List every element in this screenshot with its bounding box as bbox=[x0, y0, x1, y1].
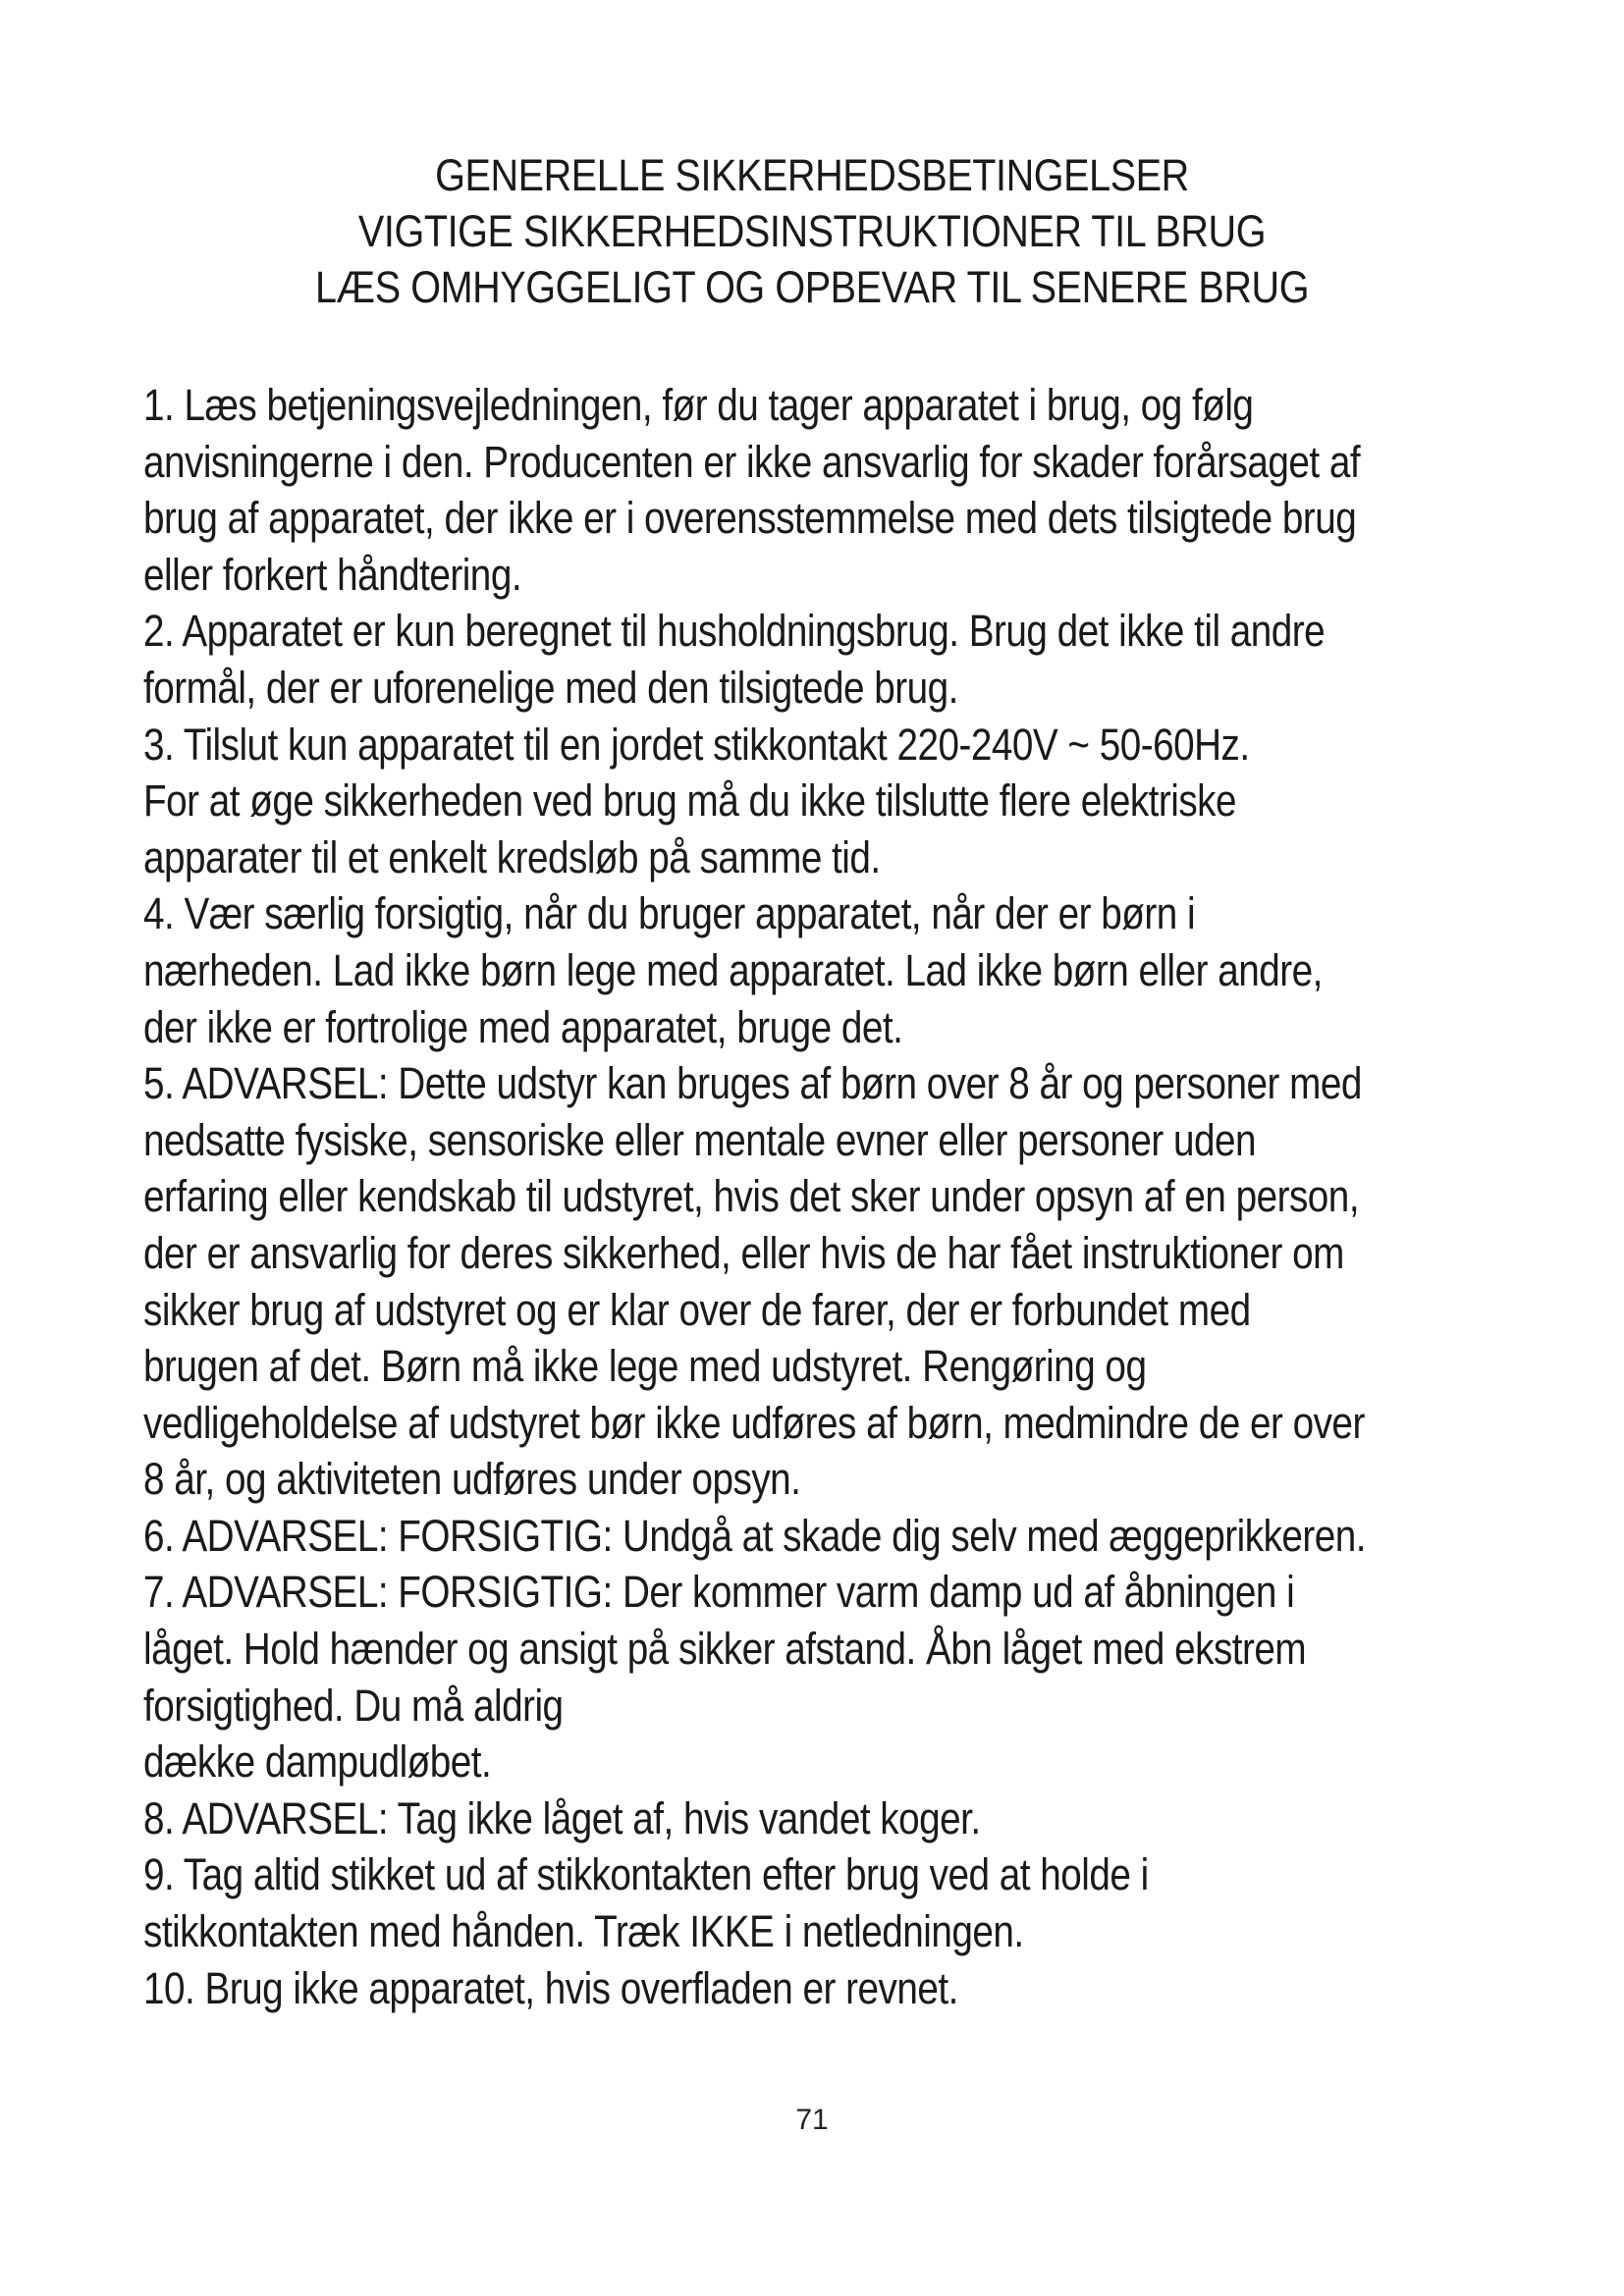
instruction-item-5 bbox=[143, 1055, 1570, 1508]
instruction-item-9 bbox=[143, 1846, 1570, 1959]
instruction-line: erfaring eller kendskab til udstyret, hvis det sker under opsyn af en person, bbox=[143, 1171, 1360, 1222]
instruction-item-10 bbox=[143, 1960, 1570, 2017]
page-number: 71 bbox=[795, 2104, 829, 2136]
instruction-line: 7. ADVARSEL: FORSIGTIG: Der kommer varm damp ud af åbningen i bbox=[143, 1567, 1295, 1618]
instruction-line: 3. Tilslut kun apparatet til en jordet stikkontakt 220-240V ~ 50-60Hz. bbox=[143, 719, 1250, 770]
instruction-line: nærheden. Lad ikke børn lege med apparatet. Lad ikke børn eller andre, bbox=[143, 944, 1323, 995]
instruction-line: brug af apparatet, der ikke er i overensstemmelse med dets tilsigtede brug bbox=[143, 493, 1357, 544]
instruction-line: stikkontakten med hånden. Træk IKKE i netledningen. bbox=[143, 1906, 1024, 1957]
instruction-line: 10. Brug ikke apparatet, hvis overfladen er revnet. bbox=[143, 1962, 958, 2013]
instruction-item-2 bbox=[143, 603, 1570, 716]
instruction-item-1 bbox=[143, 377, 1570, 603]
instruction-item-3 bbox=[143, 717, 1570, 886]
instruction-line: eller forkert håndtering. bbox=[143, 549, 522, 600]
instruction-line: 9. Tag altid stikket ud af stikkontakten efter brug ved at holde i bbox=[143, 1849, 1149, 1900]
instruction-line: låget. Hold hænder og ansigt på sikker afstand. Åbn låget med ekstrem bbox=[143, 1624, 1307, 1675]
instruction-line: 5. ADVARSEL: Dette udstyr kan bruges af børn over 8 år og personer med bbox=[143, 1058, 1362, 1109]
instruction-line: 2. Apparatet er kun beregnet til husholdningsbrug. Brug det ikke til andre bbox=[143, 606, 1326, 657]
instruction-item-7 bbox=[143, 1564, 1570, 1789]
instruction-line: For at øge sikkerheden ved brug må du ikke tilslutte flere elektriske bbox=[143, 775, 1237, 827]
instruction-line: 1. Læs betjeningsvejledningen, før du tager apparatet i brug, og følg bbox=[143, 380, 1254, 430]
safety-heading bbox=[0, 147, 1624, 315]
instruction-line: formål, der er uforenelige med den tilsigtede brug. bbox=[143, 662, 958, 713]
instruction-line: nedsatte fysiske, sensoriske eller mentale evner eller personer uden bbox=[143, 1114, 1256, 1165]
instruction-line: 8 år, og aktiviteten udføres under opsyn. bbox=[143, 1454, 801, 1505]
heading-line-1: GENERELLE SIKKERHEDSBETINGELSER bbox=[435, 150, 1189, 200]
instruction-line: apparater til et enkelt kredsløb på samme tid. bbox=[143, 831, 881, 882]
instruction-line: der ikke er fortrolige med apparatet, bruge det. bbox=[143, 1001, 903, 1052]
instruction-line: 4. Vær særlig forsigtig, når du bruger apparatet, når der er børn i bbox=[143, 888, 1196, 939]
instruction-line: der er ansvarlig for deres sikkerhed, eller hvis de har fået instruktioner om bbox=[143, 1227, 1344, 1278]
instruction-item-6 bbox=[143, 1508, 1570, 1565]
heading-line-2: VIGTIGE SIKKERHEDSINSTRUKTIONER TIL BRUG bbox=[357, 206, 1267, 256]
instruction-item-8 bbox=[143, 1790, 1570, 1847]
instruction-line: forsigtighed. Du må aldrig bbox=[143, 1680, 564, 1731]
instruction-line: 6. ADVARSEL: FORSIGTIG: Undgå at skade dig selv med æggeprikkeren. bbox=[143, 1510, 1367, 1561]
heading-line-3: LÆS OMHYGGELIGT OG OPBEVAR TIL SENERE BRUG bbox=[314, 262, 1310, 312]
instruction-line: 8. ADVARSEL: Tag ikke låget af, hvis vandet koger. bbox=[143, 1792, 981, 1843]
instruction-line: sikker brug af udstyret og er klar over de farer, der er forbundet med bbox=[143, 1284, 1251, 1335]
instruction-line: vedligeholdelse af udstyret bør ikke udføres af børn, medmindre de er over bbox=[143, 1397, 1365, 1448]
instruction-line: brugen af det. Børn må ikke lege med udstyret. Rengøring og bbox=[143, 1341, 1147, 1392]
instruction-item-4 bbox=[143, 885, 1570, 1055]
instruction-line: dække dampudløbet. bbox=[143, 1736, 492, 1788]
safety-instructions-list bbox=[143, 377, 1567, 2016]
instruction-line: anvisningerne i den. Producenten er ikke ansvarlig for skader forårsaget af bbox=[143, 436, 1361, 487]
